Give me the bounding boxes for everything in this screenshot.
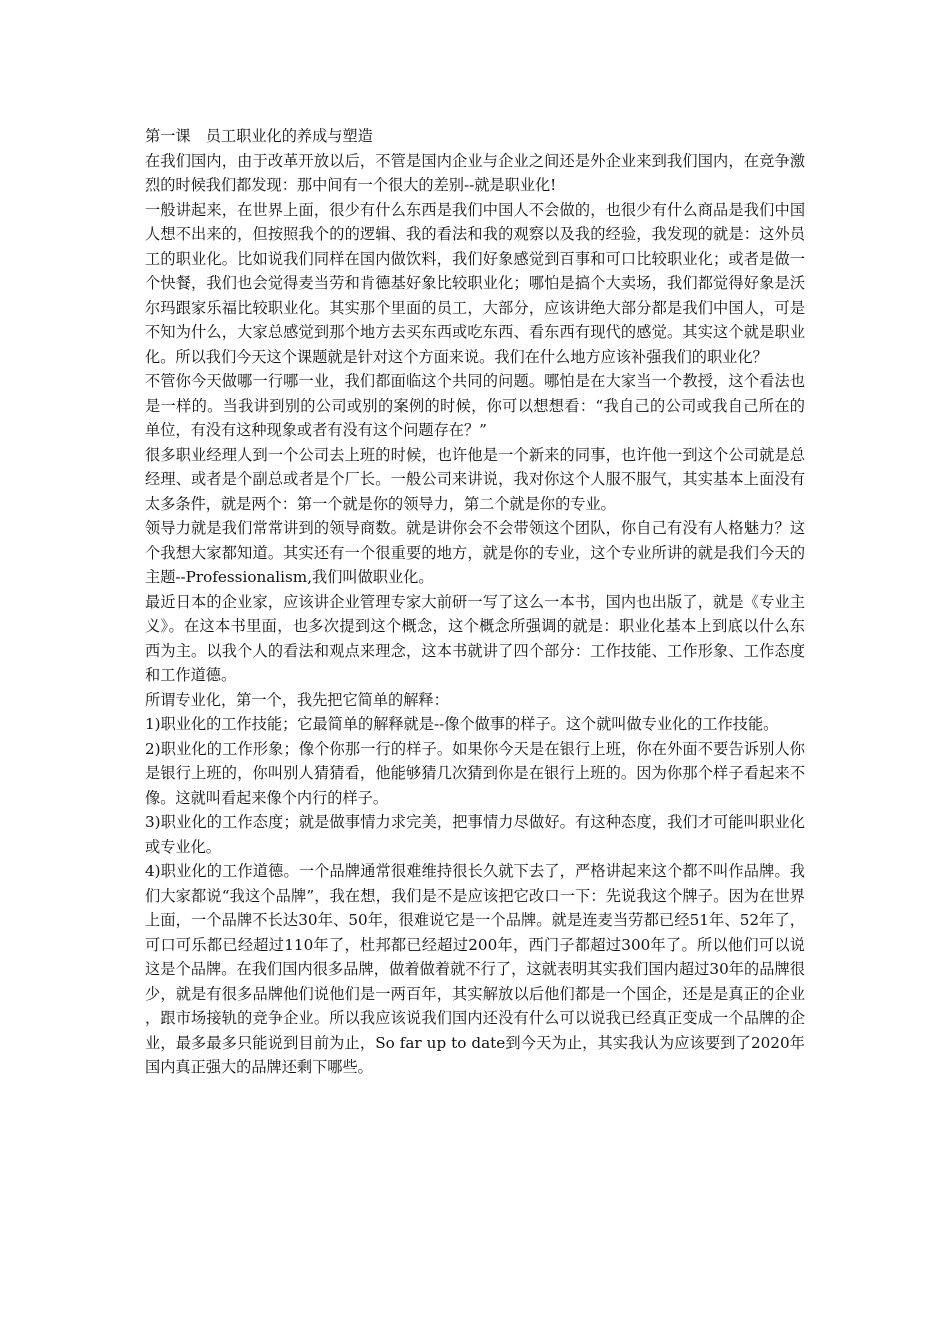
paragraph-book: 最近日本的企业家，应该讲企业管理专家大前研一写了这么一本书，国内也出版了，就是《专业主义》。在这本书里面，也多次提到这个概念，这个概念所强调的就是：职业化基本上到底以什么东西为主。以我个人的看法和观点来理念，这本书就讲了四个部分：工作技能、工作形象、工作态度和工作道德。 bbox=[145, 592, 805, 684]
paragraph-ethics: 4)职业化的工作道德。一个品牌通常很难维持很长久就下去了，严格讲起来这个都不叫作品牌。我们大家都说“我这个品牌”，我在想，我们是不是应该把它改口一下：先说我这个牌子。因为在世界上面，一个品牌不长达30年、50年，很难说它是一个品牌。就是连麦当劳都已经51年、52年了，可口可乐都已经超过110年了，杜邦都已经超过200年，西门子都超过300年了。所以他们可以说这是个品牌。在我们国内很多品牌，做着做着就不行了，这就表明其实我们国内超过30年的品牌很少，就是有很多品牌他们说他们是一两百年，其实解放以后他们都是一个国企，还是是真正的企业，跟市场接轨的竞争企业。所以我应该说我们国内还没有什么可以说我已经真正变成一个品牌的企业，最多最多只能说到目前为止，So far up to date到今天为止，其实我认为应该要到了2020年国内真正强大的品牌还剩下哪些。 bbox=[145, 862, 805, 1076]
paragraph-manager: 很多职业经理人到一个公司去上班的时候，也许他是一个新来的同事，也许他一到这个公司就是总经理、或者是个副总或者是个厂长。一般公司来讲说，我对你这个人服不服气，其实基本上面没有太多条件，就是两个：第一个就是你的领导力，第二个就是你的专业。 bbox=[145, 445, 805, 513]
paragraph-observation: 一般讲起来，在世界上面，很少有什么东西是我们中国人不会做的，也很少有什么商品是我们中国人想不出来的，但按照我个的的逻辑、我的看法和我的观察以及我的经验，我发现的就是：这外员工的职业化。比如说我们同样在国内做饮料，我们好象感觉到百事和可口比较职业化；或者是做一个快餐，我们也会觉得麦当劳和肯德基好象比较职业化；哪怕是搞个大卖场，我们都觉得好象是沃尔玛跟家乐福比较职业化。其实那个里面的员工，大部分，应该讲绝大部分都是我们中国人，可是不知为什么，大家总感觉到那个地方去买东西或吃东西、看东西有现代的感觉。其实这个就是职业化。所以我们今天这个课题就是针对这个方面来说。我们在什么地方应该补强我们的职业化？ bbox=[145, 200, 805, 366]
paragraph-leadership: 领导力就是我们常常讲到的领导商数。就是讲你会不会带领这个团队，你自己有没有人格魅力？这个我想大家都知道。其实还有一个很重要的地方，就是你的专业，这个专业所讲的就是我们今天的主题--Professionalism,我们叫做职业化。 bbox=[145, 519, 805, 586]
document-page bbox=[145, 124, 805, 1080]
paragraph-common-problem: 不管你今天做哪一行哪一业，我们都面临这个共同的问题。哪怕是在大家当一个教授，这个看法也是一样的。当我讲到别的公司或别的案例的时候，你可以想想看：“我自己的公司或我自己所在的单位，有没有这种现象或者有没有这个问题存在？” bbox=[145, 372, 805, 439]
paragraph-intro: 在我们国内，由于改革开放以后，不管是国内企业与企业之间还是外企业来到我们国内，在竞争激烈的时候我们都发现：那中间有一个很大的差别--就是职业化! bbox=[145, 151, 805, 194]
paragraph-attitude: 3)职业化的工作态度；就是做事情力求完美，把事情力尽做好。有这种态度，我们才可能叫职业化或专业化。 bbox=[145, 813, 805, 856]
paragraph-image: 2)职业化的工作形象；像个你那一行的样子。如果你今天是在银行上班，你在外面不要告诉别人你是银行上班的，你叫别人猜猜看，他能够猜几次猜到你是在银行上班的。因为你那个样子看起来不像。这就叫看起来像个内行的样子。 bbox=[145, 739, 805, 807]
paragraph-skill: 1)职业化的工作技能；它最简单的解释就是--像个做事的样子。这个就叫做专业化的工作技能。 bbox=[145, 715, 779, 733]
lesson-title: 第一课 员工职业化的养成与塑造 bbox=[145, 127, 373, 145]
paragraph-definition-intro: 所谓专业化，第一个，我先把它简单的解释： bbox=[145, 690, 449, 709]
